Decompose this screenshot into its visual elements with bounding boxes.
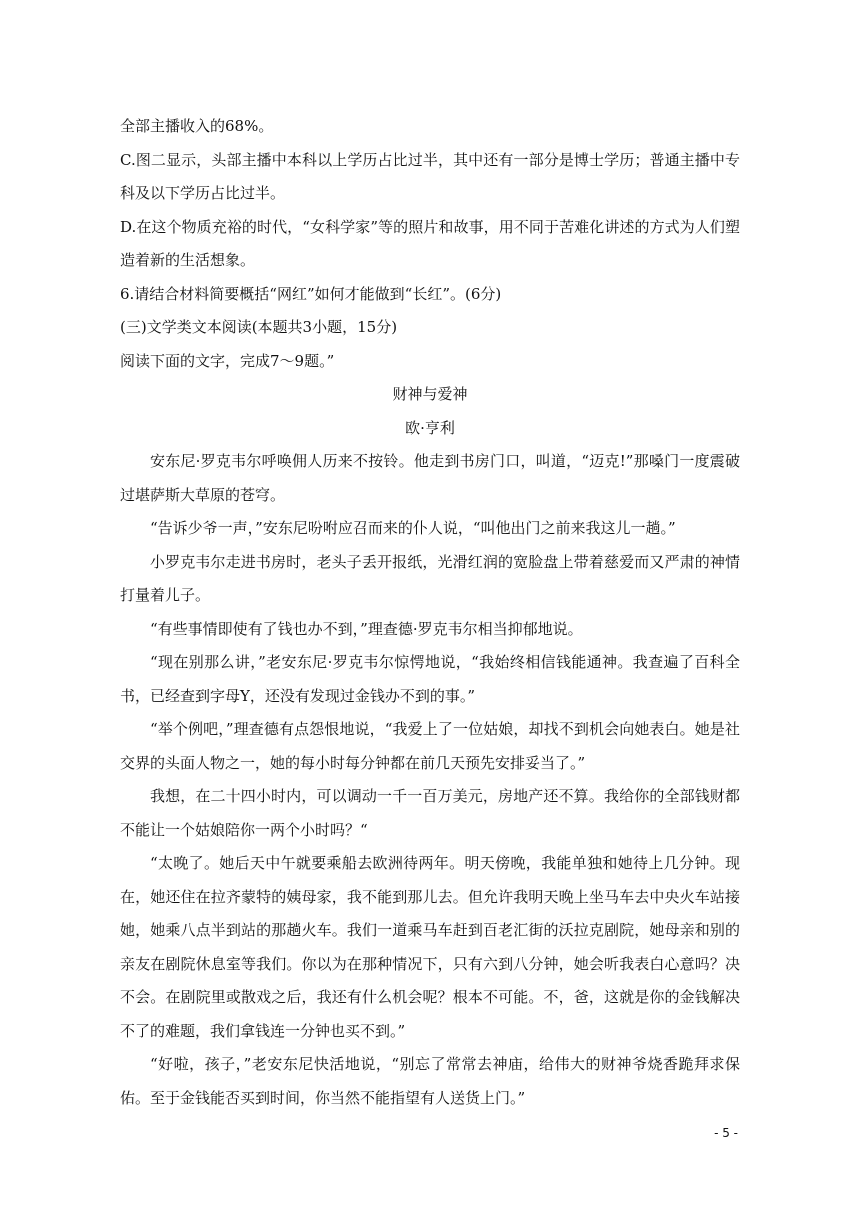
story-paragraph: “好啦，孩子，”老安东尼快活地说，“别忘了常常去神庙，给伟大的财神爷烧香跪拜求保佑。至于金钱能否买到时间，你当然不能指望有人送货上门。” xyxy=(120,1055,740,1107)
section-heading: (三)文学类文本阅读(本题共3小题，15分) xyxy=(120,318,398,336)
story-paragraph: “现在别那么讲，”老安东尼·罗克韦尔惊愕地说，“我始终相信钱能通神。我查遍了百科全书，已经查到字母Y，还没有发现过金钱办不到的事。” xyxy=(120,653,740,705)
story-title: 财神与爱神 xyxy=(392,385,468,403)
story-paragraph: 我想，在二十四小时内，可以调动一千一百万美元，房地产还不算。我给你的全部钱财都不能让一个姑娘陪你一两个小时吗？“ xyxy=(120,787,740,839)
story-paragraph: 小罗克韦尔走进书房时，老头子丢开报纸，光滑红润的宽脸盘上带着慈爱而又严肃的神情打量着儿子。 xyxy=(120,552,740,604)
story-paragraph: “告诉少爷一声，”安东尼吩咐应召而来的仆人说，“叫他出门之前来我这儿一趟。” xyxy=(150,519,676,537)
page-content xyxy=(120,110,740,1115)
story-paragraph: “有些事情即使有了钱也办不到，”理查德·罗克韦尔相当抑郁地说。 xyxy=(150,619,583,638)
option-b-continuation: 全部主播收入的68%。 xyxy=(120,117,274,135)
story-paragraph: “太晚了。她后天中午就要乘船去欧洲待两年。明天傍晚，我能单独和她待上几分钟。现在，她还住在拉齐蒙特的姨母家，我不能到那儿去。但允许我明天晚上坐马车去中央火车站接她，她乘八点半到站的那趟火车。我们一道乘马车赶到百老汇街的沃拉克剧院，她母亲和别的亲友在剧院休息室等我们。你以为在那种情况下，只有六到八分钟，她会听我表白心意吗？决不会。在剧院里或散戏之后，我还有什么机会呢？根本不可能。不，爸，这就是你的金钱解决不了的难题，我们拿钱连一分钟也买不到。” xyxy=(120,854,740,1040)
story-paragraph: 安东尼·罗克韦尔呼唤佣人历来不按铃。他走到书房门口，叫道，“迈克!”那嗓门一度震破过堪萨斯大草原的苍穹。 xyxy=(120,452,740,504)
option-d: D.在这个物质充裕的时代，“女科学家”等的照片和故事，用不同于苦难化讲述的方式为人们塑造着新的生活想象。 xyxy=(120,217,740,269)
reading-instruction: 阅读下面的文字，完成7～9题。” xyxy=(120,351,335,370)
question-6: 6.请结合材料简要概括“网红”如何才能做到“长红”。(6分) xyxy=(120,284,502,303)
page-number: - 5 - xyxy=(714,1126,738,1140)
option-c: C.图二显示，头部主播中本科以上学历占比过半，其中还有一部分是博士学历；普通主播中专科及以下学历占比过半。 xyxy=(120,150,740,202)
story-paragraph: “举个例吧，”理查德有点怨恨地说，“我爱上了一位姑娘，却找不到机会向她表白。她是社交界的头面人物之一，她的每小时每分钟都在前几天预先安排妥当了。” xyxy=(120,720,740,772)
story-author: 欧·亨利 xyxy=(405,418,455,437)
